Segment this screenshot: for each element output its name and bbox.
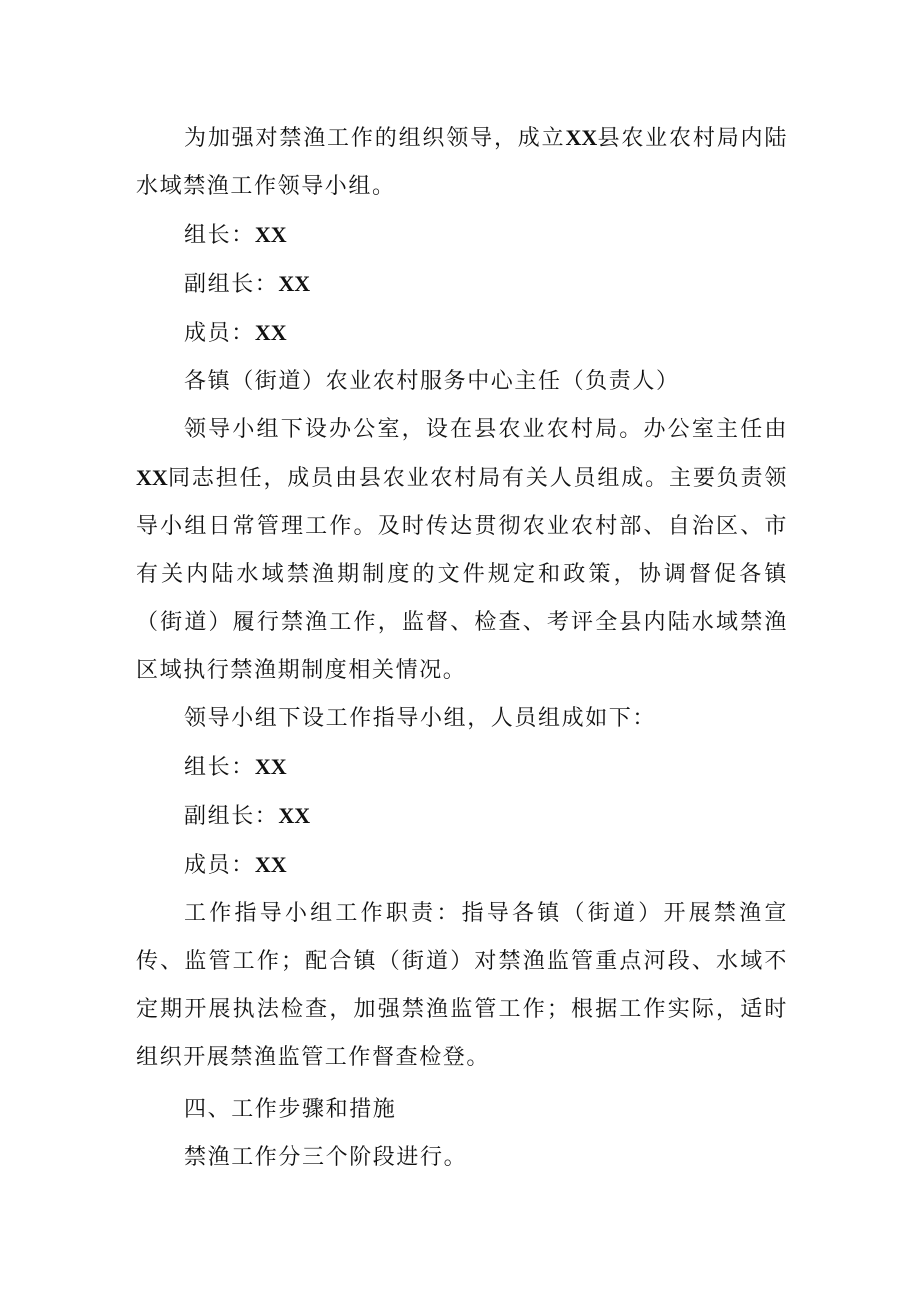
line-guide-leader [136, 743, 788, 792]
text-segment: 同志担任，成员由县农业农村局有关人员组成。主要负责领导小组日常管理工作。及时传达贯彻农业农村部、自治区、市有关内陆水域禁渔期制度的文件规定和政策，协调督促各镇（街道）履行禁渔工作，监督、检查、考评全县内陆水域禁渔区域执行禁渔期制度相关情况。 [136, 466, 788, 683]
text-segment: 领导小组下设办公室，设在县农业农村局。办公室主任由 [184, 417, 788, 442]
paragraph-section4-intro: 禁渔工作分三个阶段进行。 [184, 1145, 468, 1170]
line-deputy-leader [136, 260, 788, 309]
paragraph-office [136, 406, 788, 695]
placeholder-name: XX [254, 320, 287, 345]
label: 副组长： [184, 804, 279, 829]
paragraph-establish-group [136, 114, 788, 211]
paragraph-guide-intro: 领导小组下设工作指导小组，人员组成如下： [184, 706, 657, 731]
line-members [136, 309, 788, 358]
placeholder-name: XX [136, 465, 168, 490]
label: 成员： [184, 853, 255, 878]
text-segment: 县农业农村局内陆水域禁渔工作领导小组。 [136, 126, 788, 199]
line-town-directors: 各镇（街道）农业农村服务中心主任（负责人） [184, 369, 680, 394]
placeholder-name: XX [254, 754, 287, 779]
placeholder-name: XX [278, 271, 311, 296]
label: 副组长： [184, 272, 279, 297]
line-guide-members [136, 841, 788, 890]
placeholder-name: XX [565, 125, 598, 150]
line-guide-deputy [136, 792, 788, 841]
placeholder-name: XX [254, 852, 287, 877]
label: 组长： [184, 755, 255, 780]
line-group-leader [136, 211, 788, 260]
placeholder-name: XX [278, 803, 311, 828]
document-body [136, 114, 788, 1182]
placeholder-name: XX [254, 222, 287, 247]
label: 组长： [184, 223, 255, 248]
text-segment: 为加强对禁渔工作的组织领导，成立 [184, 126, 566, 151]
paragraph-guide-duties: 工作指导小组工作职责：指导各镇（街道）开展禁渔宣传、监管工作；配合镇（街道）对禁渔监管重点河段、水域不定期开展执法检查，加强禁渔监管工作；根据工作实际，适时组织开展禁渔监管工作督查检登。 [136, 901, 788, 1070]
section-heading: 四、工作步骤和措施 [184, 1097, 397, 1122]
label: 成员： [184, 321, 255, 346]
